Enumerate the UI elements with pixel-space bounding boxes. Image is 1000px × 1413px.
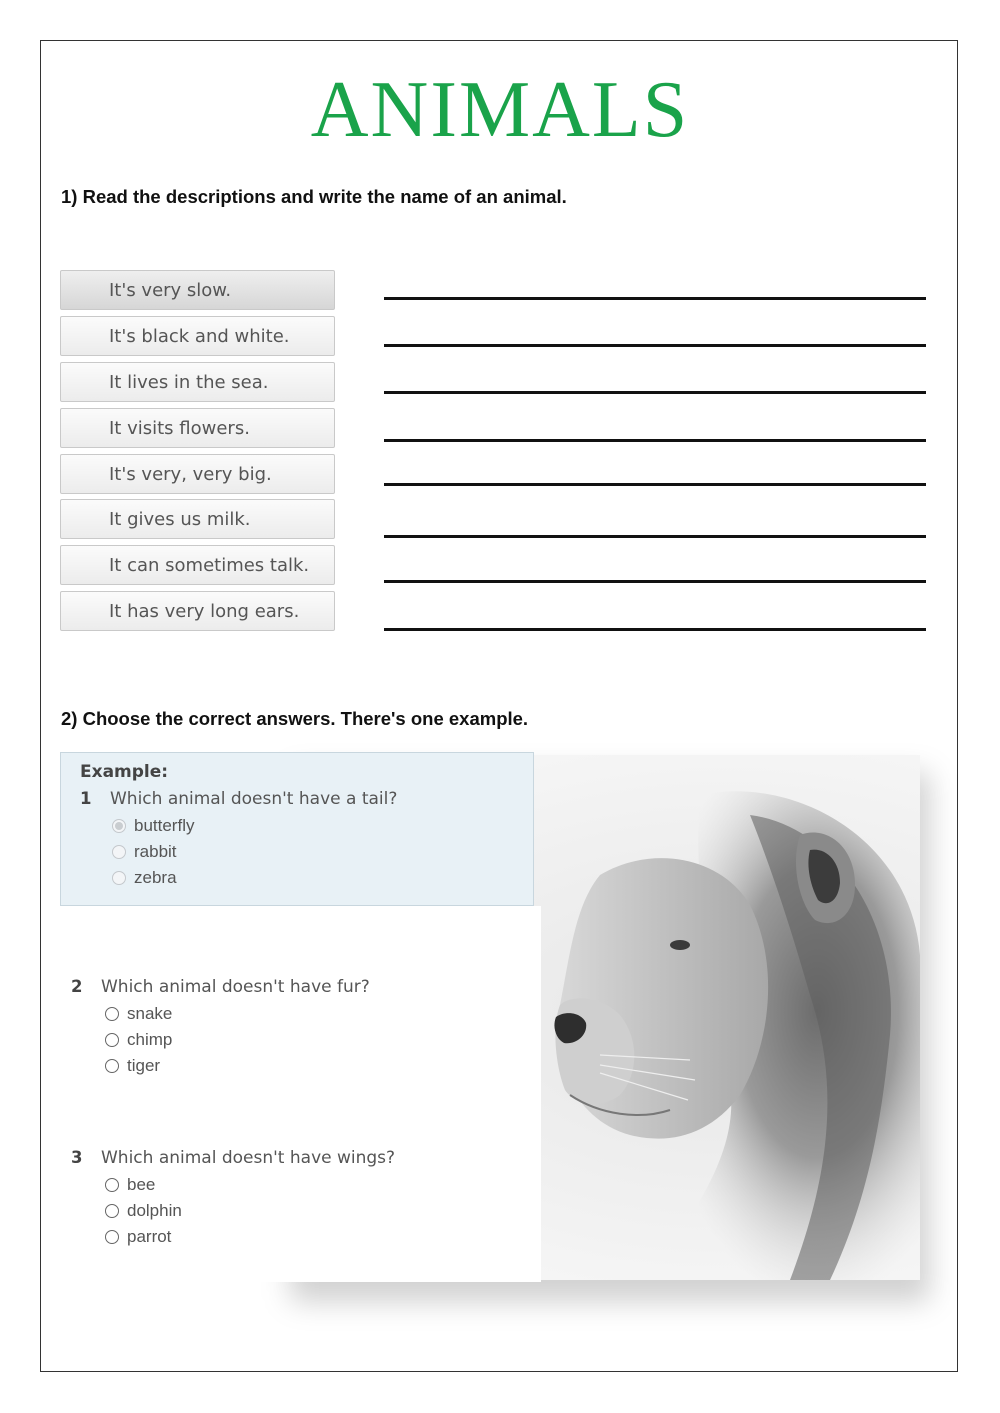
description-box: It has very long ears. [60,591,335,631]
radio-icon[interactable] [112,845,126,859]
description-box: It lives in the sea. [60,362,335,402]
radio-icon[interactable] [105,1178,119,1192]
description-box: It can sometimes talk. [60,545,335,585]
question-number: 3 [71,1148,83,1167]
option-label: parrot [127,1227,172,1246]
description-box: It gives us milk. [60,499,335,539]
section1-instruction: 1) Read the descriptions and write the name of an animal. [61,186,567,207]
question-text: Which animal doesn't have fur? [101,977,370,997]
option-label: rabbit [134,842,177,861]
radio-icon[interactable] [112,871,126,885]
answer-line[interactable] [384,439,926,442]
answer-line[interactable] [384,628,926,631]
option-label: dolphin [127,1201,182,1220]
answer-line[interactable] [384,297,926,300]
option-label: tiger [127,1056,161,1075]
question-text: Which animal doesn't have a tail? [110,789,398,809]
option-label: bee [127,1175,156,1194]
example-label: Example: [80,762,169,782]
description-box: It visits flowers. [60,408,335,448]
description-box: It's black and white. [60,316,335,356]
page-title: ANIMALS [310,66,690,154]
section2-instruction: 2) Choose the correct answers. There's one example. [61,708,529,729]
answer-line[interactable] [384,483,926,486]
answer-line[interactable] [384,391,926,394]
description-box: It's very slow. [60,270,335,310]
answer-line[interactable] [384,535,926,538]
question-area-background [60,906,541,1282]
question-text: Which animal doesn't have wings? [101,1148,396,1168]
option-label: chimp [127,1030,173,1049]
question-number: 2 [71,977,83,996]
answer-line[interactable] [384,580,926,583]
option-label: zebra [134,868,177,887]
radio-icon[interactable] [105,1204,119,1218]
radio-icon[interactable] [105,1230,119,1244]
radio-icon[interactable] [105,1033,119,1047]
radio-icon[interactable] [105,1059,119,1073]
example-box [60,752,534,906]
option-label: snake [127,1004,173,1023]
description-box: It's very, very big. [60,454,335,494]
option-label: butterfly [134,816,195,835]
radio-selected-icon[interactable] [112,819,126,833]
question-number: 1 [80,789,92,808]
radio-icon[interactable] [105,1007,119,1021]
answer-line[interactable] [384,344,926,347]
